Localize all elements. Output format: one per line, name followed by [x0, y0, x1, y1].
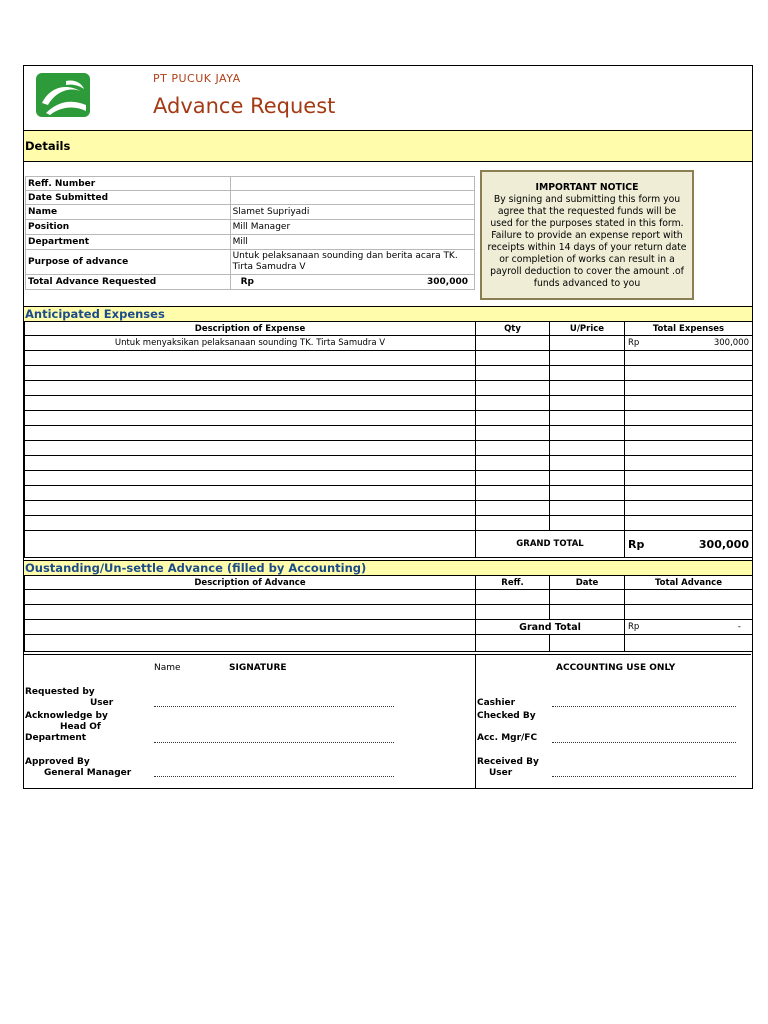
detail-value[interactable]: Untuk pelaksanaan sounding dan berita acara TK. Tirta Samudra V [230, 250, 474, 275]
received-by-label: Received By [477, 757, 539, 767]
table-row [25, 381, 753, 396]
notice-title: IMPORTANT NOTICE [535, 182, 639, 193]
col-description: Description of Expense [25, 322, 476, 336]
accounting-label: ACCOUNTING USE ONLY [556, 663, 676, 673]
grand-total-currency: Rp [628, 537, 645, 551]
expenses-label: Anticipated Expenses [25, 307, 165, 321]
table-row [25, 501, 753, 516]
detail-label: Department [26, 235, 231, 250]
grand-total-label: GRAND TOTAL [476, 531, 625, 558]
grand-total-cell [625, 531, 753, 558]
advance-request-form [23, 65, 753, 789]
requested-by-label: Requested by [25, 687, 95, 697]
detail-label: Date Submitted [26, 191, 231, 205]
detail-value[interactable]: Mill [230, 235, 474, 250]
outstanding-table [24, 575, 753, 652]
outstanding-currency: Rp [628, 622, 640, 632]
page-title: Advance Request [153, 94, 336, 118]
expenses-header-row [25, 322, 753, 336]
grand-total-row [25, 531, 753, 558]
total-advance-value: 300,000 [427, 277, 468, 287]
company-logo-icon [36, 73, 90, 117]
detail-label: Reff. Number [26, 177, 231, 191]
general-manager-label: General Manager [44, 768, 132, 778]
expenses-band [24, 306, 752, 322]
outstanding-total-row [25, 620, 753, 635]
details-band [24, 130, 752, 162]
detail-value[interactable]: Slamet Supriyadi [230, 205, 474, 220]
notice-body: By signing and submitting this form you agree that the requested funds will be used for the purposes stated in this form. Failure to provide an expense report with receipts within 14 days of your return date or completion of works can result in a payroll deduction to cover the amount .of funds advanced to you [487, 194, 687, 289]
table-row [25, 456, 753, 471]
detail-value[interactable] [230, 191, 474, 205]
table-row [25, 396, 753, 411]
signature-section [24, 654, 751, 789]
table-row [25, 426, 753, 441]
col-total: Total Expenses [625, 322, 753, 336]
table-row [25, 336, 753, 351]
detail-label: Purpose of advance [26, 250, 231, 275]
detail-row [26, 177, 475, 191]
details-table [25, 176, 475, 290]
col-advance-description: Description of Advance [25, 576, 476, 590]
expense-total: 300,000 [713, 338, 749, 348]
company-name: PT PUCUK JAYA [153, 72, 241, 85]
detail-label: Position [26, 220, 231, 235]
head-of-label: Head Of [60, 722, 101, 732]
details-label: Details [25, 139, 71, 153]
detail-label: Name [26, 205, 231, 220]
approved-signature-line[interactable] [154, 776, 394, 777]
expenses-table [24, 321, 753, 558]
expense-uprice[interactable] [550, 336, 625, 351]
expense-currency: Rp [628, 338, 640, 348]
table-row [25, 516, 753, 531]
table-row [25, 605, 753, 620]
table-row [25, 411, 753, 426]
name-label: Name [154, 663, 181, 673]
total-currency: Rp [240, 277, 254, 287]
detail-total-row [26, 275, 475, 290]
outstanding-header-row [25, 576, 753, 590]
table-row [25, 366, 753, 381]
department-label: Department [25, 733, 87, 743]
signature-label: SIGNATURE [229, 663, 287, 673]
requested-signature-line[interactable] [154, 706, 394, 707]
checked-by-label: Checked By [477, 711, 536, 721]
table-row [25, 590, 753, 605]
acc-mgr-label: Acc. Mgr/FC [477, 733, 538, 743]
requested-user-label: User [90, 698, 114, 708]
detail-row [26, 250, 475, 275]
acknowledge-by-label: Acknowledge by [25, 711, 108, 721]
detail-row [26, 205, 475, 220]
outstanding-band [24, 560, 752, 576]
acc-mgr-signature-line[interactable] [552, 742, 736, 743]
detail-value[interactable]: Mill Manager [230, 220, 474, 235]
outstanding-label: Oustanding/Un-settle Advance (filled by Accounting) [25, 561, 367, 575]
grand-total-value: 300,000 [698, 537, 749, 551]
received-signature-line[interactable] [552, 776, 736, 777]
col-qty: Qty [476, 322, 550, 336]
expense-description[interactable]: Untuk menyaksikan pelaksanaan sounding TK. Tirta Samudra V [25, 336, 476, 351]
table-row [25, 441, 753, 456]
col-uprice: U/Price [550, 322, 625, 336]
important-notice [480, 170, 694, 300]
acknowledge-signature-line[interactable] [154, 742, 394, 743]
outstanding-grand-total-value: - [737, 622, 741, 632]
detail-row [26, 191, 475, 205]
detail-value[interactable] [230, 177, 474, 191]
expense-qty[interactable] [476, 336, 550, 351]
detail-row [26, 235, 475, 250]
outstanding-grand-total-cell [625, 620, 753, 635]
cashier-label: Cashier [477, 698, 516, 708]
cashier-signature-line[interactable] [552, 706, 736, 707]
col-reff: Reff. [476, 576, 550, 590]
col-date: Date [550, 576, 625, 590]
total-advance-label: Total Advance Requested [26, 275, 231, 290]
detail-row [26, 220, 475, 235]
table-row [25, 351, 753, 366]
expense-total-cell[interactable] [625, 336, 753, 351]
table-row [25, 471, 753, 486]
col-total-advance: Total Advance [625, 576, 753, 590]
received-user-label: User [489, 768, 513, 778]
approved-by-label: Approved By [25, 757, 90, 767]
signature-divider [475, 655, 476, 789]
table-row [25, 486, 753, 501]
outstanding-grand-total-label: Grand Total [476, 620, 625, 635]
